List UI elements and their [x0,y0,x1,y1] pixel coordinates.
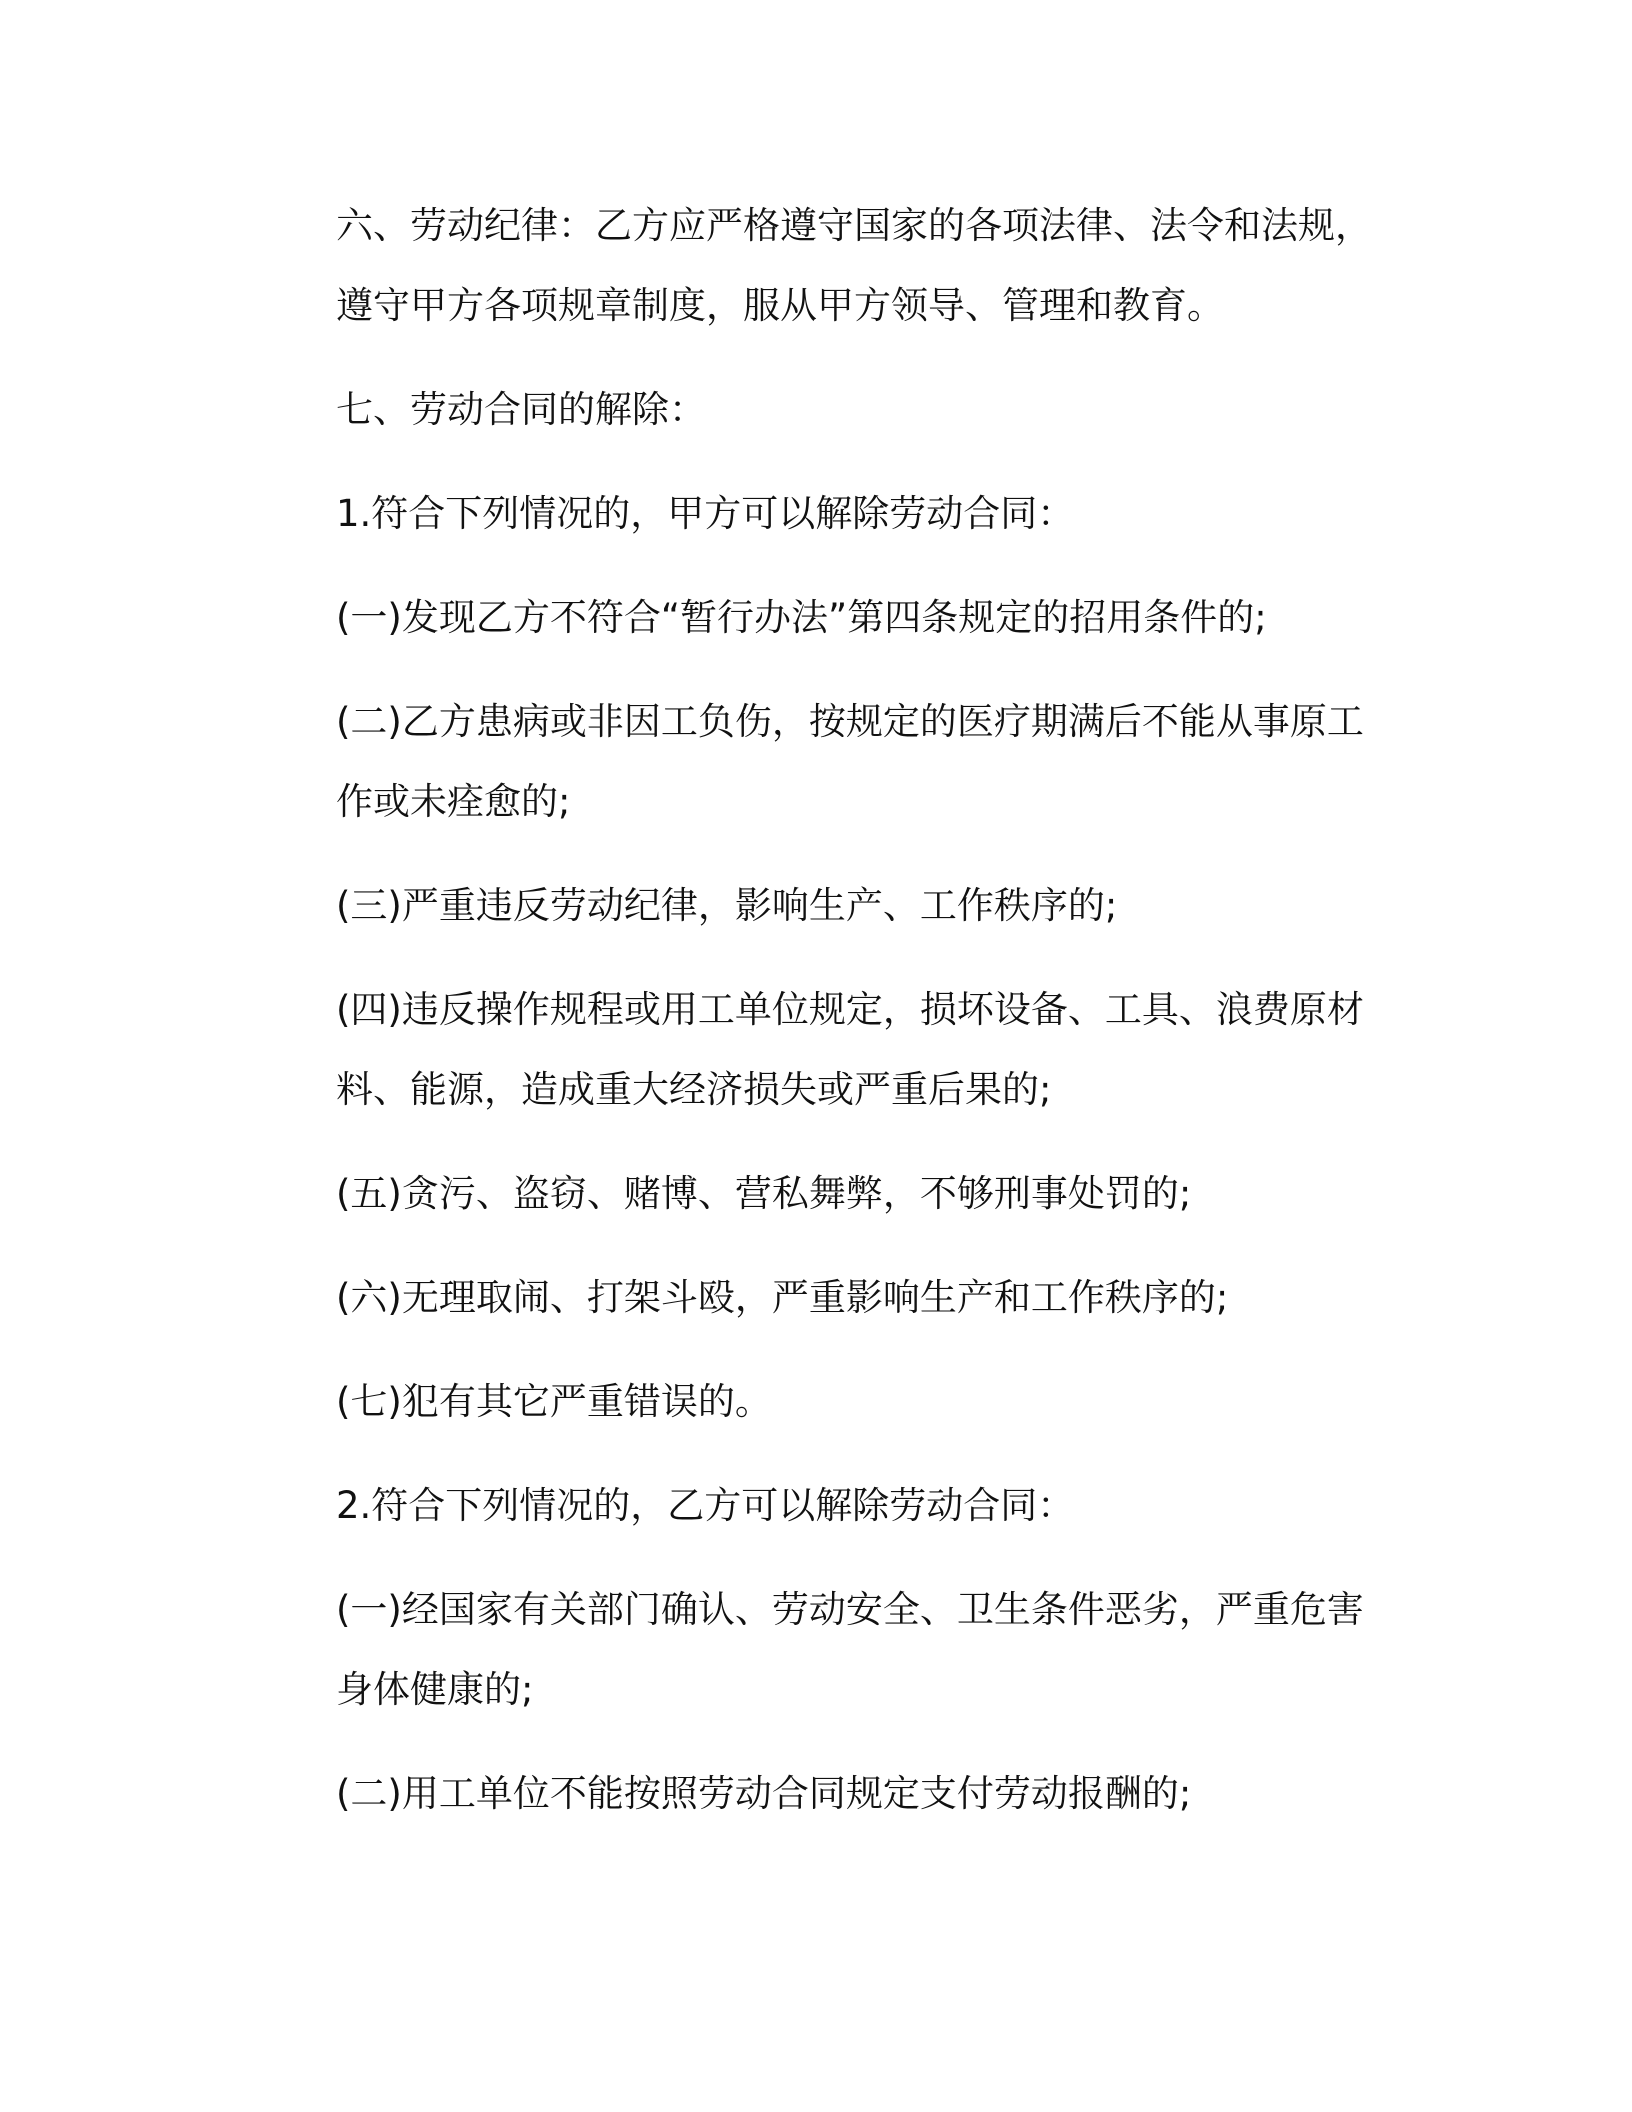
text-line: (四)违反操作规程或用工单位规定，损坏设备、工具、浪费原材 [336,988,1364,1031]
text-line: (一)发现乙方不符合“暂行办法”第四条规定的招用条件的; [336,596,1267,639]
text-line: (七)犯有其它严重错误的。 [336,1380,772,1423]
text-line: (五)贪污、盗窃、赌博、营私舞弊，不够刑事处罚的; [336,1172,1192,1215]
list-item [240,682,1410,842]
text-line: 料、能源，造成重大经济损失或严重后果的; [336,1068,1052,1111]
list-item [240,1362,1410,1442]
list-item [240,970,1410,1130]
list-item [240,1754,1410,1834]
text-line: 遵守甲方各项规章制度，服从甲方领导、管理和教育。 [336,284,1224,327]
clause-party-b-termination [240,1466,1410,1546]
document-body [240,186,1410,1858]
list-item [240,578,1410,658]
text-line: 2.符合下列情况的，乙方可以解除劳动合同： [336,1484,1075,1527]
text-line: 六、劳动纪律：乙方应严格遵守国家的各项法律、法令和法规， [336,204,1372,247]
list-item [240,1258,1410,1338]
list-item [240,1570,1410,1730]
text-line: (二)用工单位不能按照劳动合同规定支付劳动报酬的; [336,1772,1192,1815]
list-item [240,866,1410,946]
text-line: 身体健康的; [336,1668,534,1711]
text-line: 七、劳动合同的解除： [336,388,706,431]
text-line: (三)严重违反劳动纪律，影响生产、工作秩序的; [336,884,1118,927]
text-line: 作或未痊愈的; [336,780,571,823]
section-heading-contract-termination [240,370,1410,450]
list-item [240,1154,1410,1234]
text-line: (一)经国家有关部门确认、劳动安全、卫生条件恶劣，严重危害 [336,1588,1364,1631]
text-line: (二)乙方患病或非因工负伤，按规定的医疗期满后不能从事原工 [336,700,1364,743]
clause-party-a-termination [240,474,1410,554]
text-line: 1.符合下列情况的，甲方可以解除劳动合同： [336,492,1075,535]
text-line: (六)无理取闹、打架斗殴，严重影响生产和工作秩序的; [336,1276,1229,1319]
paragraph-labor-discipline [240,186,1410,346]
